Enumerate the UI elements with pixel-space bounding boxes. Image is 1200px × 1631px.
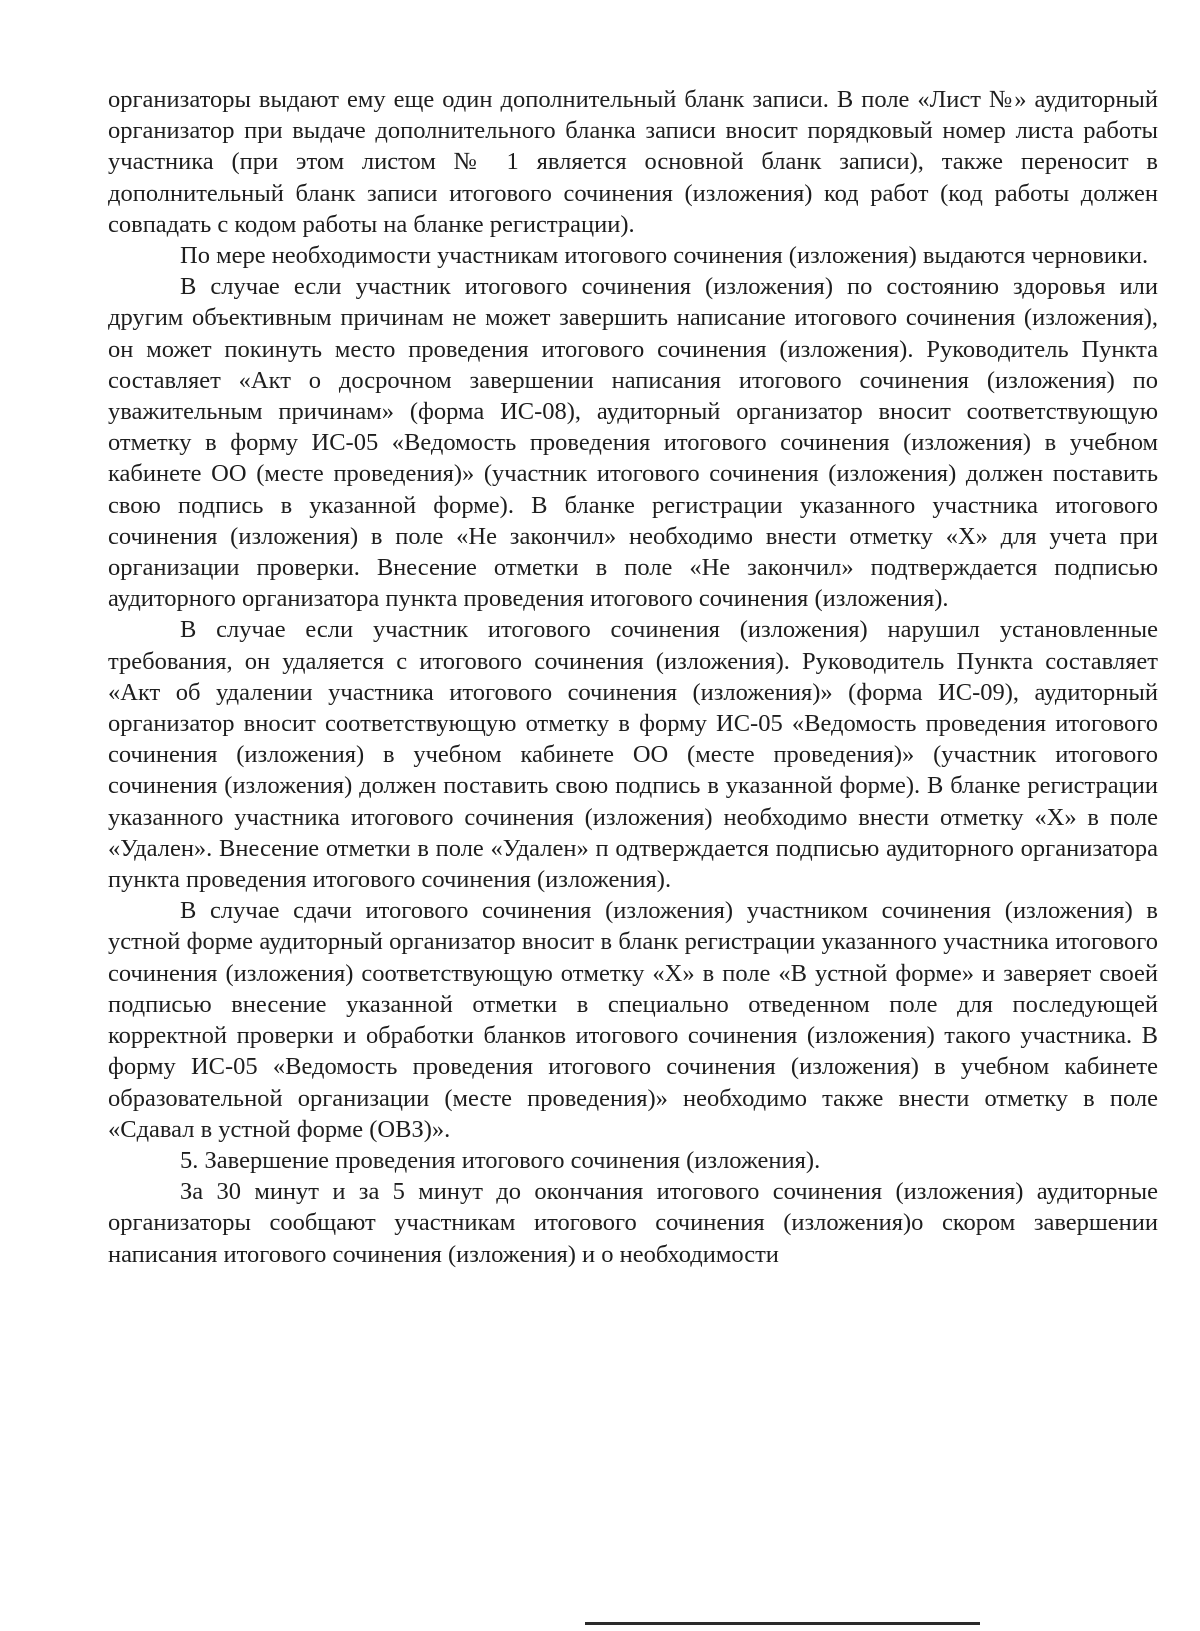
section-heading-completion: 5. Завершение проведения итогового сочинения (изложения). (180, 1146, 821, 1174)
paragraph-drafts: По мере необходимости участникам итогового сочинения (изложения) выдаются черновики. (180, 242, 1149, 270)
paragraph-removal: В случае если участник итогового сочинения (изложения) нарушил установленные требования, он удаляется с итогового сочинения (изложения). Руководитель Пункта составляет «Акт об удалении участника итогового сочинения (изложения)» (форма ИС-09), аудиторный организатор вносит соответствующую отметку в форму ИС-05 «Ведомость проведения итогового сочинения (изложения) в учебном кабинете ОО (месте проведения)» (участник итогового сочинения (изложения) должен поставить свою подпись в указанной форме). В бланке регистрации указанного участника итогового сочинения (изложения) необходимо внести отметку «Х» в поле «Удален». Внесение отметки в поле «Удален» п одтверждается подписью аудиторного организатора пункта проведения итогового сочинения (изложения). (108, 616, 1158, 894)
footer-divider (585, 1622, 980, 1625)
paragraph-additional-blank: организаторы выдают ему еще один дополнительный бланк записи. В поле «Лист №» аудиторный организатор при выдаче дополнительного бланка записи вносит порядковый номер листа работы участника (при этом листом № 1 является основной бланк записи), также переносит в дополнительный бланк записи итогового сочинения (изложения) код работ (код работы должен совпадать с кодом работы на бланке регистрации). (108, 86, 1158, 238)
paragraph-early-completion: В случае если участник итогового сочинения (изложения) по состоянию здоровья или другим объективным причинам не может завершить написание итогового сочинения (изложения), он может покинуть место проведения итогового сочинения (изложения). Руководитель Пункта составляет «Акт о досрочном завершении написания итогового сочинения (изложения) по уважительным причинам» (форма ИС-08), аудиторный организатор вносит соответствующую отметку в форму ИС-05 «Ведомость проведения итогового сочинения (изложения) в учебном кабинете ОО (месте проведения)» (участник итогового сочинения (изложения) должен поставить свою подпись в указанной форме). В бланке регистрации указанного участника итогового сочинения (изложения) в поле «Не закончил» необходимо внести отметку «Х» для учета при организации проверки. Внесение отметки в поле «Не закончил» подтверждается подписью аудиторного организатора пункта проведения итогового сочинения (изложения). (108, 273, 1158, 613)
paragraph-time-warning: За 30 минут и за 5 минут до окончания итогового сочинения (изложения) аудиторные организаторы сообщают участникам итогового сочинения (изложения)о скором завершении написания итогового сочинения (изложения) и о необходимости (108, 1178, 1158, 1268)
paragraph-oral-form: В случае сдачи итогового сочинения (изложения) участником сочинения (изложения) в устной форме аудиторный организатор вносит в бланк регистрации указанного участника итогового сочинения (изложения) соответствующую отметку «Х» в поле «В устной форме» и заверяет своей подписью внесение указанной отметки в специально отведенном поле для последующей корректной проверки и обработки бланков итогового сочинения (изложения) такого участника. В форму ИС-05 «Ведомость проведения итогового сочинения (изложения) в учебном кабинете образовательной организации (месте проведения)» необходимо также внести отметку в поле «Сдавал в устной форме (ОВЗ)». (108, 897, 1158, 1143)
document-page (108, 84, 1158, 1270)
